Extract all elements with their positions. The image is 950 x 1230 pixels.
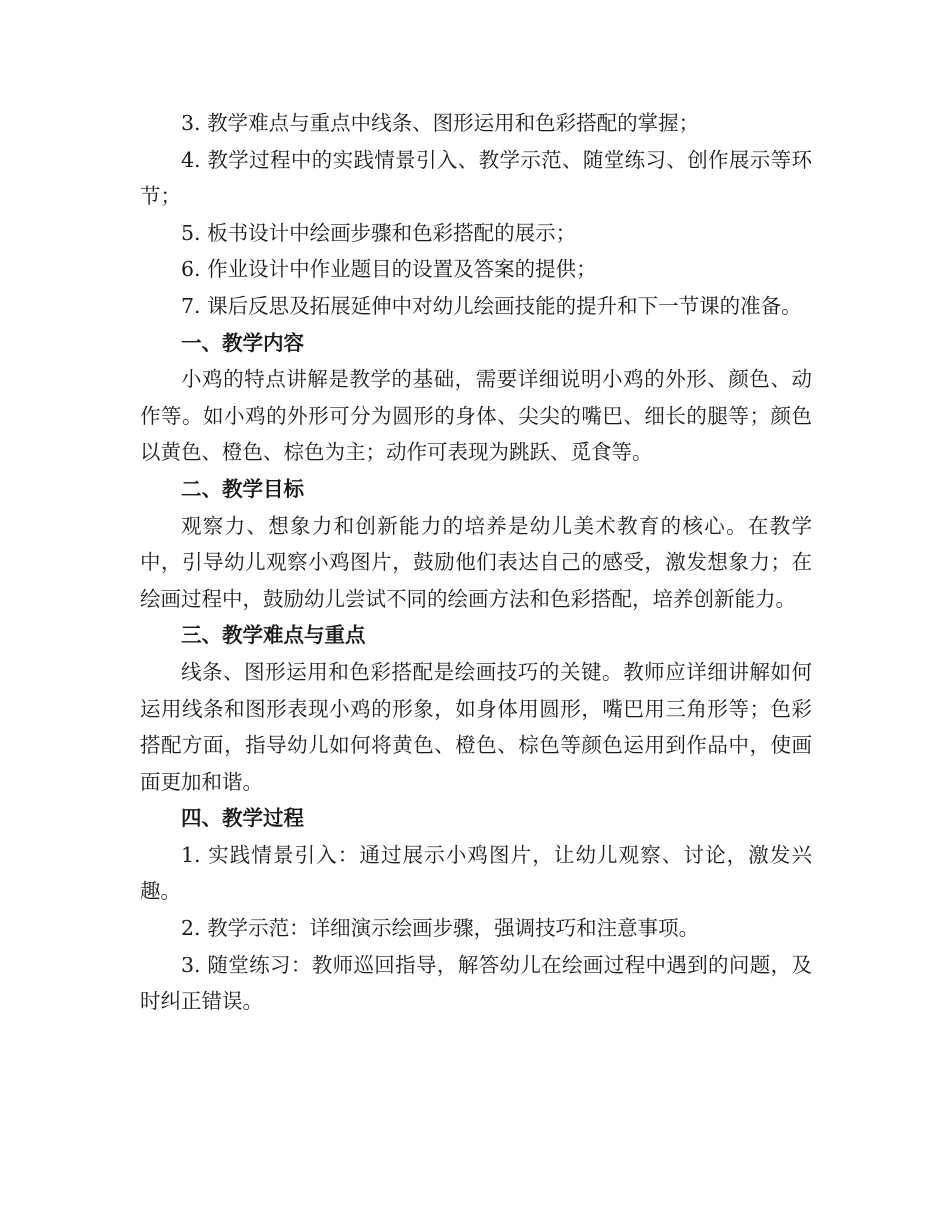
list-item: 2. 教学示范：详细演示绘画步骤，强调技巧和注意事项。 <box>181 916 700 941</box>
section-heading-teaching-goals: 二、教学目标 <box>181 476 304 501</box>
section-paragraph: 线条、图形运用和色彩搭配是绘画技巧的关键。教师应详细讲解如何运用线条和图形表现小鸡的形象，如身体用圆形，嘴巴用三角形等；色彩搭配方面，指导幼儿如何将黄色、橙色、棕色等颜色运用到作品中，使画面更加和谐。 <box>140 659 812 794</box>
section-paragraph: 小鸡的特点讲解是教学的基础，需要详细说明小鸡的外形、颜色、动作等。如小鸡的外形可分为圆形的身体、尖尖的嘴巴、细长的腿等；颜色以黄色、橙色、棕色为主；动作可表现为跳跃、觅食等。 <box>140 367 812 465</box>
section-heading-teaching-content: 一、教学内容 <box>181 330 304 355</box>
document-body <box>140 105 812 1020</box>
list-item: 1. 实践情景引入：通过展示小鸡图片，让幼儿观察、讨论，激发兴趣。 <box>140 842 812 904</box>
list-item: 4. 教学过程中的实践情景引入、教学示范、随堂练习、创作展示等环节； <box>140 147 812 209</box>
list-item: 3. 教学难点与重点中线条、图形运用和色彩搭配的掌握； <box>181 111 700 135</box>
list-item: 5. 板书设计中绘画步骤和色彩搭配的展示； <box>181 220 577 245</box>
list-item: 6. 作业设计中作业题目的设置及答案的提供； <box>181 257 597 282</box>
list-item: 3. 随堂练习：教师巡回指导，解答幼儿在绘画过程中遇到的问题，及时纠正错误。 <box>140 952 812 1014</box>
section-paragraph: 观察力、想象力和创新能力的培养是幼儿美术教育的核心。在教学中，引导幼儿观察小鸡图片，鼓励他们表达自己的感受，激发想象力；在绘画过程中，鼓励幼儿尝试不同的绘画方法和色彩搭配，培养创新能力。 <box>140 513 812 611</box>
list-item: 7. 课后反思及拓展延伸中对幼儿绘画技能的提升和下一节课的准备。 <box>181 293 802 318</box>
section-heading-difficulties: 三、教学难点与重点 <box>181 623 366 648</box>
section-heading-teaching-process: 四、教学过程 <box>181 806 304 831</box>
